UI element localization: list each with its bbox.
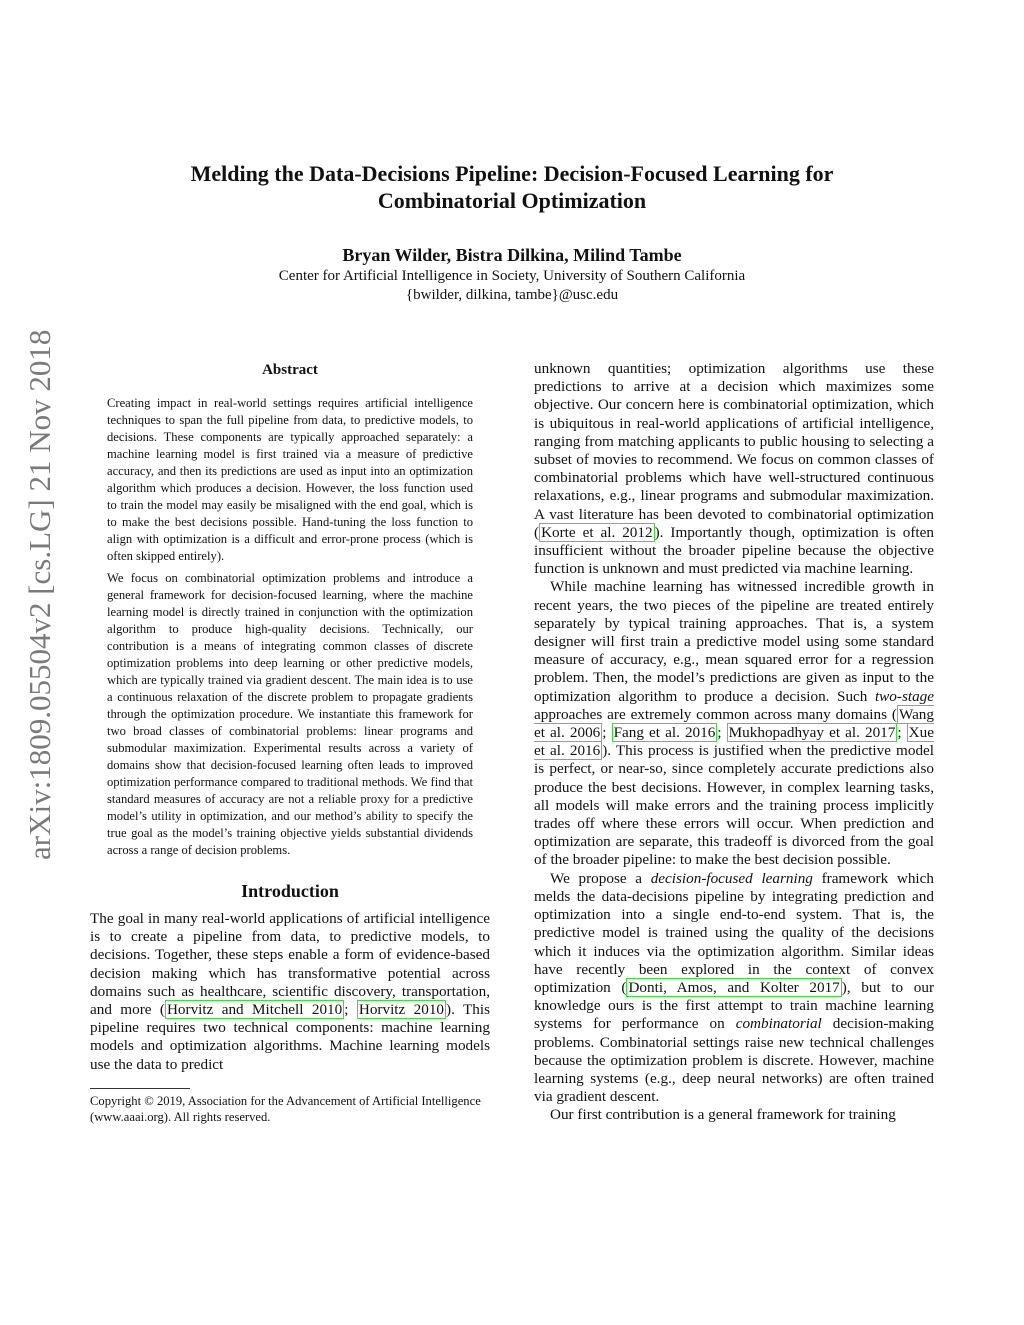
r1-text-b: ). Importantly though, optimization is often insufficient without the broader pipeline because the objective function is unknown and must predicted via machine learning. [534,523,934,578]
intro-text-a: The goal in many real-world applications of artificial intelligence is to create a pipeline from data, to predictive models, to decisions. Together, these steps enable a form of evidence-based decision making which has transformative potential across domains such as healthcare, scientific discovery, transportation, and more ( [90,910,490,1019]
right-paragraph-1 [534,360,934,578]
authors: Bryan Wilder, Bistra Dilkina, Milind Tambe [342,245,682,265]
paper-title [120,160,904,214]
citation-horvitz[interactable]: Horvitz 2010 [358,1001,445,1019]
r1-text-a: unknown quantities; optimization algorithms use these predictions to arrive at a decision which maximizes some objective. Our concern here is combinatorial optimization, which is ubiquitous in real-world applications of artificial intelligence, ranging from matching applicants to public housing to selecting a subset of movies to recommend. We focus on common classes of combinatorial problems which have well-structured continuous relaxations, e.g., linear programs and submodular maximization. A vast literature has been devoted to combinatorial optimization ( [534,360,934,541]
r3-text-d: decision-making problems. Combinatorial settings raise new technical challenges because the optimization problem is discrete. However, machine learning systems (e.g., deep neural networks) are often trained via gradient descent. [534,1015,934,1106]
footnote-rule [90,1088,190,1089]
r2-text-a: While machine learning has witnessed incredible growth in recent years, the two pieces of the pipeline are treated entirely separately by typical training approaches. That is, a system designer will first train a predictive model using some standard measure of accuracy, e.g., mean squared error for a regression problem. Then, the model’s predictions are given as input to the optimization algorithm to produce a decision. Such [534,578,934,705]
r2-emphasis: two-stage [874,687,934,705]
affiliation-block [120,267,904,305]
r2-text-c: ). This process is justified when the predictive model is perfect, or near-so, since completely accurate predictions also produce the best decisions. However, in complex learning tasks, all models will make errors and the training process implicitly trades off where these errors will occur. When prediction and optimization are separate, this tradeoff is divorced from the goal of the broader pipeline: to make the best decision possible. [534,742,935,869]
affiliation: Center for Artificial Intelligence in Society, University of Southern California [278,268,746,284]
r2-text-b: approaches are extremely common across many domains ( [534,705,897,723]
right-column-body [534,360,934,1125]
r3-text-c: ), but to our knowledge ours is the first attempt to train machine learning systems for performance on [534,978,934,1033]
citation-separator: ; [602,724,612,742]
introduction-body [90,910,490,1074]
copyright-footnote: Copyright © 2019, Association for the Advancement of Artificial Intelligence (www.aaai.org). All rights reserved. [90,1093,481,1124]
citation-wang[interactable]: Wang et al. 2006 [534,705,934,742]
citation-mukhopadhyay[interactable]: Mukhopadhyay et al. 2017 [728,724,896,742]
r3-emphasis: decision-focused learning [650,869,813,887]
email: {bwilder, dilkina, tambe}@usc.edu [405,287,619,303]
right-column [534,360,934,1125]
right-paragraph-3 [534,870,934,1107]
abstract [107,395,473,859]
r3-text-a: We propose a [550,869,651,887]
abstract-paragraph-1: Creating impact in real-world settings requires artificial intelligence techniques to span the full pipeline from data, to predictive models, to decisions. These components are typically approached separately: a machine learning model is first trained via a measure of predictive accuracy, and then its predictions are used as input into an optimization algorithm which produces a decision. However, the loss function used to train the model may easily be misaligned with the end goal, which is to make the best decisions possible. Hand-tuning the loss function to align with optimization is a difficult and error-prone process (which is often skipped entirely). [107,396,473,563]
abstract-heading: Abstract [262,362,318,378]
abstract-paragraph-2: We focus on combinatorial optimization problems and introduce a general framework for decision-focused learning, where the machine learning model is directly trained in conjunction with the optimization algorithm to produce high-quality decisions. Technically, our contribution is a means of integrating common classes of discrete optimization problems into deep learning or other predictive models, which are typically trained via gradient descent. The main idea is to use a continuous relaxation of the discrete problem to propagate gradients through the optimization procedure. We instantiate this framework for two broad classes of combinatorial problems: linear programs and submodular maximization. Experimental results across a variety of domains show that decision-focused learning often leads to improved optimization performance compared to traditional methods. We find that standard measures of accuracy are not a reliable proxy for a predictive model’s utility in optimization, and our method’s ability to specify the true goal as the model’s training objective yields substantial dividends across a range of decision problems. [107,571,473,857]
left-column [90,362,490,1125]
citation-separator: ; [717,724,727,742]
title-line-1: Melding the Data-Decisions Pipeline: Decision-Focused Learning for [190,161,834,186]
citation-separator: ; [897,724,907,742]
citation-xue[interactable]: Xue et al. 2016 [534,724,934,760]
citation-korte[interactable]: Korte et al. 2012 [541,523,653,541]
title-line-2: Combinatorial Optimization [377,188,647,213]
r3-text-b: framework which melds the data-decisions pipeline by integrating prediction and optimization into a single end-to-end system. That is, the predictive model is trained using the quality of the decisions which it induces via the optimization algorithm. Similar ideas have recently been explored in the context of convex optimization ( [534,869,934,996]
intro-paragraph [90,910,490,1074]
introduction-heading: Introduction [241,881,339,901]
r3-emphasis-2: combinatorial [735,1015,822,1033]
right-paragraph-2 [534,578,934,869]
intro-text-b: ). This pipeline requires two technical components: machine learning models and optimization algorithms. Machine learning models use the data to predict [90,1001,490,1073]
citation-separator: ; [344,1001,357,1019]
arxiv-side-label: arXiv:1809.05504v2 [cs.LG] 21 Nov 2018 [22,329,57,860]
citation-fang[interactable]: Fang et al. 2016 [613,724,716,742]
right-paragraph-4: Our first contribution is a general framework for training [550,1106,896,1124]
citation-horvitz-mitchell[interactable]: Horvitz and Mitchell 2010 [166,1001,343,1019]
citation-donti[interactable]: Donti, Amos, and Kolter 2017 [628,978,840,996]
